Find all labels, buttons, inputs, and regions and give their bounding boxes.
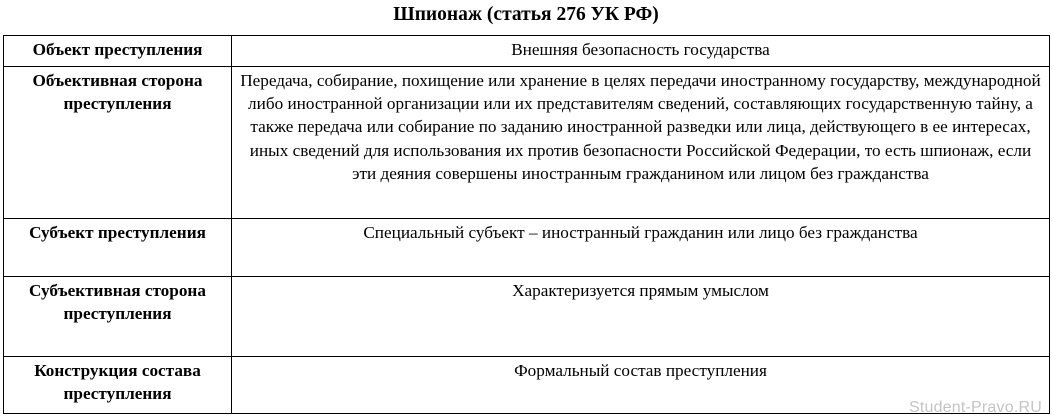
table-row-construction [4,357,1050,414]
table-row-subject [4,219,1050,277]
row-value-objective-side: Передача, собирание, похищение или хранение в целях передачи иностранному государству, международной либо иностранной организации или их представителям сведений, составляющих государственную тайну, а также передача или собирание по заданию иностранной разведки или лица, действующего в ее интересах, иных сведений для использования их против безопасности Российской Федерации, то есть шпионаж, если эти деяния совершены иностранным гражданином или лицом без гражданства [232,67,1050,219]
row-label-construction: Конструкция состава преступления [4,357,232,414]
table-row-object [4,36,1050,67]
site-watermark: Student-Pravo.RU [908,399,1042,416]
row-value-object: Внешняя безопасность государства [232,36,1050,67]
row-label-subject: Субъект преступления [4,219,232,277]
table-row-objective-side [4,67,1050,219]
row-label-subjective-side: Субъективная сторона преступления [4,277,232,357]
row-value-subject: Специальный субъект – иностранный гражданин или лицо без гражданства [232,219,1050,277]
row-label-objective-side: Объективная сторона преступления [4,67,232,219]
row-label-object: Объект преступления [4,36,232,67]
row-value-construction: Формальный состав преступления [232,357,1050,414]
document-title: Шпионаж (статья 276 УК РФ) [393,4,659,25]
row-value-subjective-side: Характеризуется прямым умыслом [232,277,1050,357]
table-row-subjective-side [4,277,1050,357]
crime-elements-table [3,35,1050,414]
